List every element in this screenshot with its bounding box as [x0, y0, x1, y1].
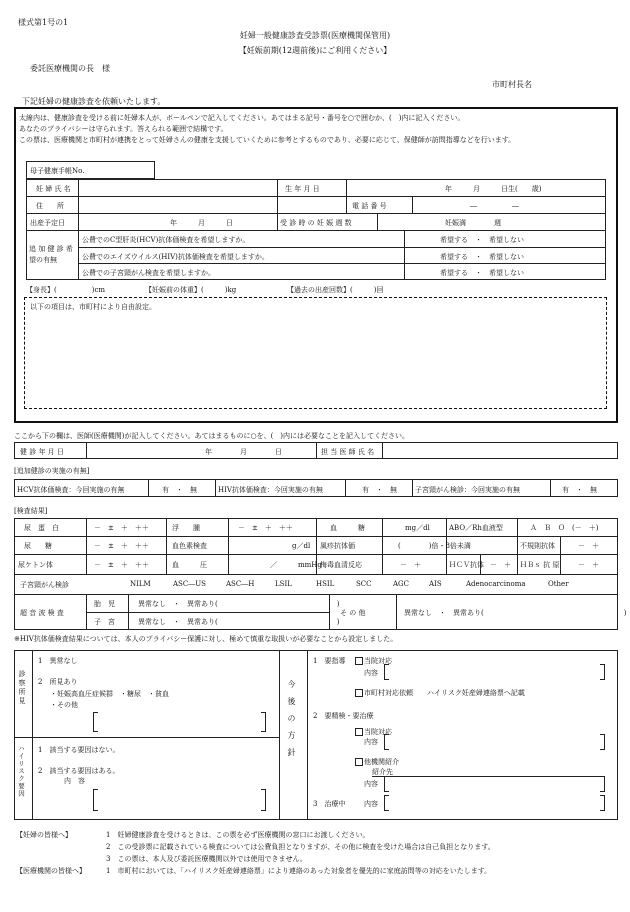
plan2-bracket-right — [600, 734, 605, 750]
plan-exam-content: 内容 — [364, 738, 378, 746]
fetus-label: 胎 児 — [94, 600, 115, 608]
irregular-antibody-value[interactable]: － ＋ — [578, 542, 599, 550]
free-setting-area[interactable] — [24, 297, 607, 409]
pregnancy-weeks-value[interactable]: 妊娠満 週 — [445, 219, 501, 227]
phone-value[interactable]: ― ― — [470, 202, 519, 210]
other-exam-label: そ の 他 — [340, 609, 366, 617]
hbs-antigen-value[interactable]: － ＋ — [578, 561, 599, 569]
irregular-antibody-label: 不規則抗体 — [520, 542, 555, 550]
phone-label: 電 話 番 号 — [352, 202, 387, 210]
blood-type-value[interactable]: Ａ Ｂ Ｏ (－ ＋) — [530, 524, 599, 532]
blood-type-label: ABO／Rh血液型 — [449, 524, 503, 532]
optional-results-heading: [追加健診の実施の有無] — [14, 467, 90, 475]
plan-referral[interactable]: 他機関紹介 — [355, 757, 399, 767]
request-text: 下記妊婦の健康診査を依頼いたします。 — [22, 97, 166, 106]
cervical-opt-ais[interactable]: AIS — [429, 580, 442, 588]
rubella-label: 風疹抗体価 — [320, 542, 355, 550]
form-title: 妊婦一般健康診査受診票(医療機関保管用) — [239, 31, 391, 40]
addressee: 委託医療機関の長 様 — [30, 64, 110, 73]
cervical-opt-scc[interactable]: SCC — [356, 580, 372, 588]
edema-value[interactable]: － ± ＋ ＋＋ — [238, 524, 293, 532]
finding-abnormal[interactable]: 2 所見あり — [38, 678, 78, 686]
edema-label: 浮 腫 — [172, 524, 200, 532]
results-heading: [検査結果] — [14, 507, 48, 515]
hbs-antigen-label: ＨＢｓ 抗 原 — [520, 561, 560, 569]
birthdate-value[interactable]: 年 月 日生( 歳) — [445, 185, 542, 193]
plan-referral-content: 内容 — [364, 780, 378, 788]
mayor-name: 市町村長名 — [492, 80, 532, 89]
patient-note-1: 1 妊婦健康診査を受けるときは、この票を必ず医療機関の窓口にお渡しください。 — [106, 831, 370, 839]
plan2b-bracket-right — [600, 776, 605, 792]
patient-name-label: 妊 婦 氏 名 — [36, 185, 71, 193]
urine-sugar-value[interactable]: － ± ＋ ＋＋ — [94, 542, 149, 550]
cervical-done-label: 子宮頸がん検診：今回実施の有無 — [415, 486, 520, 494]
cervical-opt-other[interactable]: Other — [548, 580, 569, 588]
plan-guidance-inhouse[interactable]: 当院対応 — [355, 656, 392, 666]
checkbox-icon[interactable] — [355, 689, 363, 697]
physician-label: 担 当 医 師 氏 名 — [321, 448, 375, 456]
pregnancy-weeks-label: 受 診 時 の 妊 娠 週 数 — [280, 219, 352, 227]
checkbox-icon[interactable] — [355, 657, 363, 665]
hcv-done-label: HCV抗体価検査：今回実施の有無 — [17, 486, 125, 494]
fetus-value[interactable]: 異常なし ・ 異常あり( ) — [138, 600, 340, 608]
to-clinic-heading: 【医療機関の皆様へ】 — [16, 867, 86, 875]
cervical-opt-adeno[interactable]: Adenocarcinoma — [466, 580, 526, 588]
doctor-instruction: ここから下の欄は、医師(医療機関)が記入してください。あてはまるものに○を、( )内には必要なことを記入してください。 — [14, 432, 410, 440]
plan3-bracket-left — [384, 795, 389, 811]
checkbox-icon[interactable] — [355, 758, 363, 766]
due-date-label: 出産予定日 — [30, 219, 65, 227]
finding-conditions[interactable]: ・妊娠高血圧症候群 ・糖尿 ・貧血 — [50, 690, 169, 698]
exam-date-value[interactable]: 年 月 日 — [205, 448, 282, 456]
clinic-note-1: 1 市町村においては、「ハイリスク妊産婦連絡票」により連絡のあった対象者を優先的に家庭訪問等の対応をいたします。 — [106, 867, 492, 875]
cervical-label: 子宮頸がん検診 — [20, 581, 69, 589]
urine-protein-value[interactable]: － ± ＋ ＋＋ — [94, 524, 149, 532]
plan-referral-dest: 紹介先 — [372, 768, 393, 776]
plan1-bracket-right — [600, 664, 605, 680]
form-subtitle: 【妊娠前期(12週前後)にご利用ください】 — [238, 46, 392, 55]
finding-normal[interactable]: 1 異常なし — [38, 657, 78, 665]
plan-exam-inhouse[interactable]: 当院対応 — [355, 727, 392, 737]
urine-sugar-label: 尿 糖 — [24, 542, 52, 550]
checkbox-icon[interactable] — [355, 728, 363, 736]
risk-bracket-right — [261, 789, 266, 811]
finding-other-bracket-left — [93, 712, 98, 732]
risk-content-label: 内 容 — [64, 777, 85, 785]
cervical-opt-agc[interactable]: AGC — [393, 580, 410, 588]
syphilis-value[interactable]: － ＋ — [400, 561, 421, 569]
urine-protein-label: 尿 蛋 白 — [24, 524, 59, 532]
patient-note-3: 3 この票は、本人及び委託医療機関以外では使用できません。 — [106, 855, 307, 863]
births-field[interactable]: 【過去の出産回数】( )回 — [287, 286, 384, 294]
risk-bracket-left — [93, 789, 98, 811]
future-plan-label: 今後の方針 — [287, 680, 296, 765]
urine-ketone-label: 尿ケトン体 — [18, 561, 53, 569]
cervical-done-value[interactable]: 有 ・ 無 — [562, 486, 597, 494]
optional-hiv-question: 公費でのエイズウイルス(HIV)抗体価検査を希望しますか。 — [82, 253, 269, 261]
plan2b-bracket-left — [384, 776, 389, 792]
exam-date-label: 健 診 年 月 日 — [20, 448, 64, 456]
plan-detailed-exam[interactable]: 2 要精検・要治療 — [313, 712, 374, 720]
intro-line-3: この票は、医療機関と市町村が連携をとって妊婦さんの健康を支援していくために参考とするものであり、必要に応じて、保健師が訪問指導などを行います。 — [19, 136, 516, 144]
weight-field[interactable]: 【妊娠前の体重】( )kg — [145, 286, 237, 294]
plan2-bracket-left — [384, 734, 389, 750]
hemoglobin-value[interactable]: g／dl — [292, 542, 311, 550]
plan1-bracket-left — [384, 664, 389, 680]
findings-table — [14, 650, 618, 820]
patient-name-input[interactable] — [80, 181, 275, 195]
optional-hcv-choice[interactable]: 希望する ・ 希望しない — [440, 236, 524, 244]
optional-hcv-question: 公費でのC型肝炎(HCV)抗体価検査を希望しますか。 — [82, 236, 250, 244]
cervical-opt-asch[interactable]: ASC―H — [226, 580, 255, 588]
hcv-done-value[interactable]: 有 ・ 無 — [162, 486, 197, 494]
plan-municipal-request[interactable]: 市町村対応依頼 ハイリスク妊産婦連絡票へ記載 — [355, 688, 525, 698]
other-exam-value[interactable]: 異常なし ・ 異常あり( ) — [404, 609, 627, 617]
blood-sugar-label: 血 糖 — [330, 524, 365, 532]
blood-sugar-value[interactable]: mg／dl — [405, 524, 430, 532]
finding-other[interactable]: ・その他 — [50, 701, 78, 709]
plan3-bracket-right — [600, 795, 605, 811]
plan-treating[interactable]: 3 治療中 — [313, 800, 346, 808]
birthdate-label: 生 年 月 日 — [285, 185, 320, 193]
height-field[interactable]: 【身長】( )cm — [26, 286, 106, 294]
optional-exam-label: 追 加 健 診 希望の有無 — [29, 245, 73, 264]
to-patient-heading: 【妊婦の皆様へ】 — [16, 831, 72, 839]
address-label: 住 所 — [36, 202, 64, 210]
optional-hiv-choice[interactable]: 希望する ・ 希望しない — [440, 253, 524, 261]
exam-findings-label: 診察所見 — [18, 670, 26, 706]
optional-cervical-question: 公費での子宮頸がん検査を希望しますか。 — [82, 269, 215, 277]
address-input[interactable] — [80, 198, 344, 212]
rubella-value[interactable]: ( )倍・8倍未満 — [398, 542, 471, 550]
urine-ketone-value[interactable]: － ± ＋ ＋＋ — [94, 561, 149, 569]
syphilis-label: 梅毒血清反応 — [320, 561, 362, 569]
blood-pressure-value[interactable]: ／ mmHg — [270, 561, 322, 569]
physician-input[interactable] — [384, 444, 616, 458]
risk-none[interactable]: 1 該当する要因はない。 — [38, 746, 120, 754]
ultrasound-label: 超 音 波 検 査 — [20, 609, 64, 617]
cervical-opt-hsil[interactable]: HSIL — [316, 580, 335, 588]
high-risk-label: ハイリスク要因 — [17, 745, 25, 798]
optional-cervical-choice[interactable]: 希望する ・ 希望しない — [440, 269, 524, 277]
cervical-opt-lsil[interactable]: LSIL — [275, 580, 292, 588]
cervical-opt-nilm[interactable]: NILM — [130, 580, 151, 588]
cervical-opt-ascus[interactable]: ASC―US — [173, 580, 206, 588]
intro-line-1: 太線内は、健康診査を受ける前に妊婦本人が、ボールペンで記入してください。あてはまる記号・番号を○で囲むか、( )内に記入ください。 — [19, 114, 465, 122]
plan-guidance[interactable]: 1 要指導 — [313, 657, 346, 665]
hcv-antibody-label: ＨＣＶ抗体 — [449, 561, 484, 569]
hiv-privacy-note: ※HIV抗体価検査結果については、本人のプライバシー保護に対し、極めて慎重な取扱いが必要なことから設定しました。 — [14, 635, 398, 643]
plan-treating-content: 内容 — [364, 800, 378, 808]
uterus-value[interactable]: 異常なし ・ 異常あり( ) — [138, 618, 340, 626]
free-setting-note: 以下の項目は、市町村により自由設定。 — [30, 303, 156, 311]
intro-line-2: あなたのプライバシーは守られます。答えられる範囲で結構です。 — [19, 125, 228, 133]
risk-present[interactable]: 2 該当する要因はある。 — [38, 767, 120, 775]
hemoglobin-label: 血色素検査 — [172, 542, 207, 550]
blood-pressure-label: 血 圧 — [172, 561, 207, 569]
hiv-done-label: HIV抗体価検査：今回実施の有無 — [218, 486, 323, 494]
hiv-done-value[interactable]: 有 ・ 無 — [362, 486, 397, 494]
finding-other-bracket-right — [261, 712, 266, 732]
hcv-antibody-value[interactable]: － ＋ — [490, 561, 511, 569]
handbook-no-label: 母子健康手帳No. — [30, 167, 85, 175]
uterus-label: 子 宮 — [94, 618, 115, 626]
due-date-value[interactable]: 年 月 日 — [170, 219, 233, 227]
patient-note-2: 2 この受診票に記載されている検査については公費負担となりますが、その他に検査を受けた場合は自己負担となります。 — [106, 843, 495, 851]
plan-guidance-content: 内容 — [364, 669, 378, 677]
form-number: 様式第1号の1 — [18, 18, 69, 27]
